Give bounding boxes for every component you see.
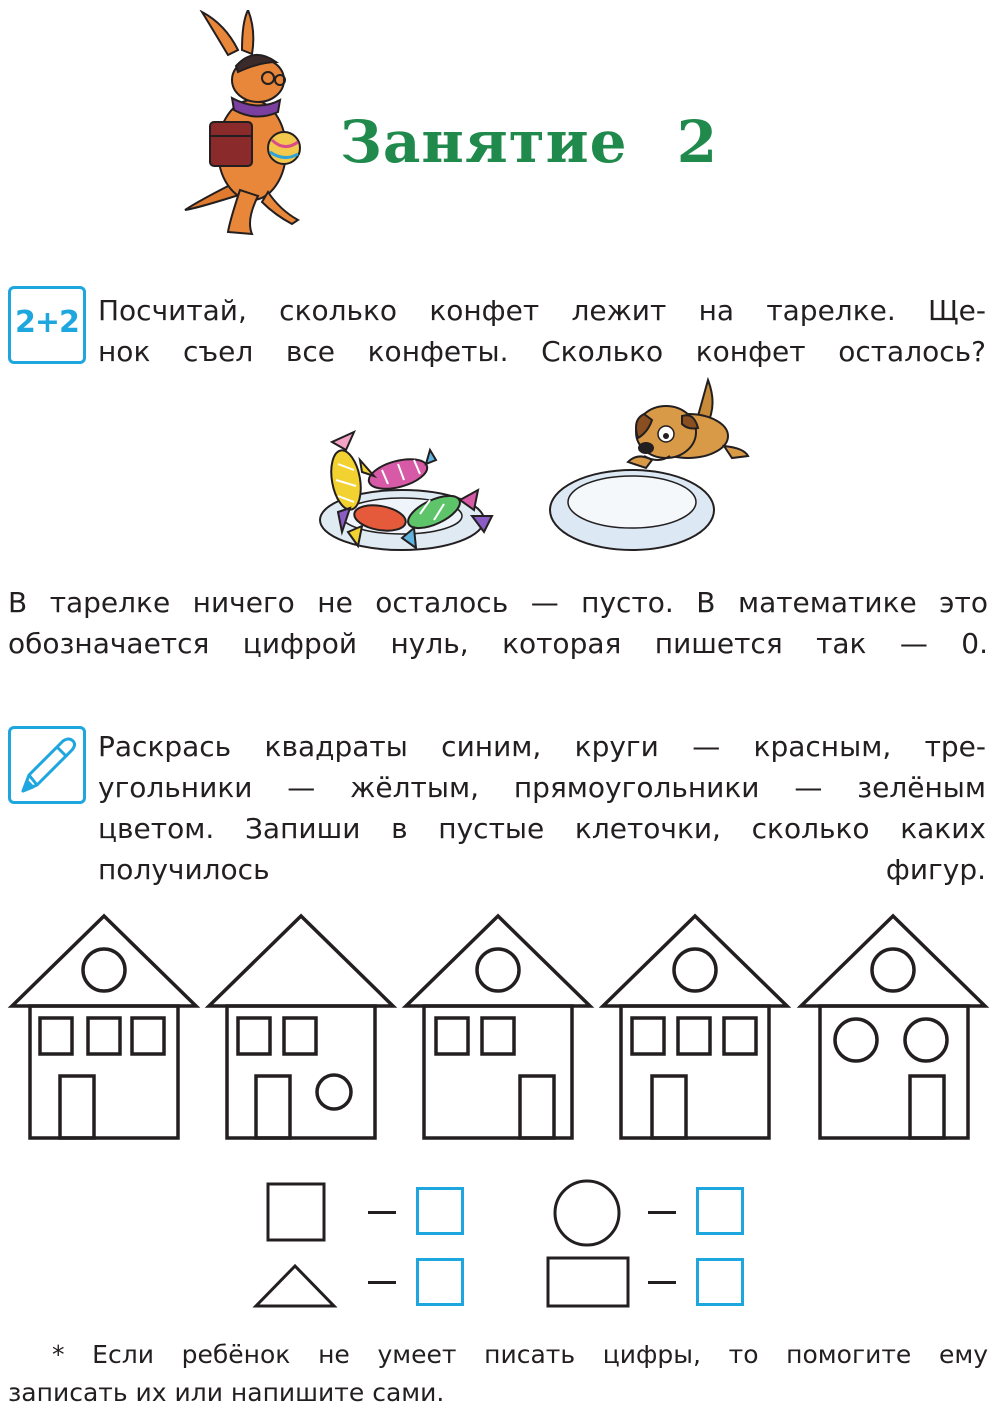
- counting-task-icon: [8, 286, 86, 364]
- counting-task-icon-label: 2+2: [15, 305, 79, 340]
- house-2: [209, 916, 393, 1138]
- dash-square: [368, 1211, 396, 1214]
- dash-triangle: [368, 1281, 396, 1284]
- dash-circle: [648, 1211, 676, 1214]
- shape-circle: [552, 1178, 622, 1248]
- task2-line-1: Раскрась квадраты синим, круги — красным, тре-: [98, 730, 986, 763]
- footnote-line-2: записать их или напишите сами.: [8, 1378, 445, 1407]
- house-4: [603, 916, 787, 1138]
- explanation-text: [8, 582, 988, 664]
- task2-line-2: угольники — жёлтым, прямоугольники — зелёным: [98, 771, 986, 804]
- task2-line-3: цветом. Запиши в пустые клеточки, сколько каких: [98, 812, 986, 845]
- house-5: [801, 916, 985, 1138]
- answer-box-triangles[interactable]: [416, 1258, 464, 1306]
- kangaroo-illustration: [180, 10, 310, 238]
- puppy-empty-plate-illustration: [548, 376, 754, 556]
- shape-triangle: [252, 1262, 338, 1310]
- explanation-line-1: В тарелке ничего не осталось — пусто. В математике это: [8, 586, 988, 619]
- answer-box-rectangles[interactable]: [696, 1258, 744, 1306]
- house-3: [406, 916, 590, 1138]
- answer-box-squares[interactable]: [416, 1187, 464, 1235]
- task1-instructions: [98, 290, 986, 372]
- shape-rectangle: [546, 1256, 630, 1310]
- footnote-line-1: * Если ребёнок не умеет писать цифры, то помогите ему: [52, 1340, 988, 1369]
- answer-box-circles[interactable]: [696, 1187, 744, 1235]
- task1-line-2: нок съел все конфеты. Сколько конфет осталось?: [98, 335, 986, 368]
- task2-line-4: получилось фигур.: [98, 853, 986, 886]
- candy-plate-illustration: [302, 420, 498, 565]
- house-1: [12, 916, 196, 1138]
- task2-instructions: [98, 726, 986, 890]
- footnote: [8, 1336, 988, 1412]
- lesson-title: Занятие 2: [340, 108, 719, 176]
- shape-square: [266, 1182, 326, 1242]
- explanation-line-2: обозначается цифрой нуль, которая пишется так — 0.: [8, 627, 988, 660]
- houses-drawing: [0, 906, 992, 1146]
- pencil-icon: [8, 726, 86, 804]
- task1-line-1: Посчитай, сколько конфет лежит на тарелке. Ще-: [98, 294, 986, 327]
- dash-rectangle: [648, 1281, 676, 1284]
